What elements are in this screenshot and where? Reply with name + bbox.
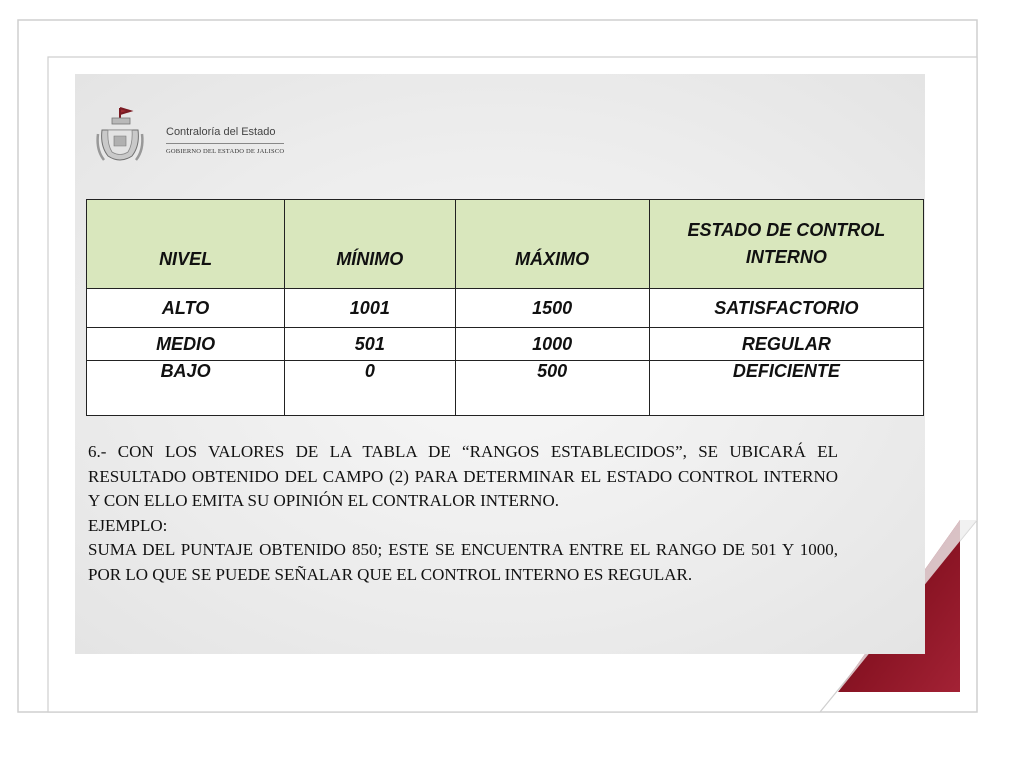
cell-maximo: 1000 — [455, 328, 649, 361]
cell-maximo: 500 — [455, 361, 649, 416]
example-paragraph: SUMA DEL PUNTAJE OBTENIDO 850; ESTE SE ENCUENTRA ENTRE EL RANGO DE 501 Y 1000, POR LO QUE SE PUEDE SEÑALAR QUE EL CONTROL INTERNO ES REGULAR. — [88, 540, 838, 584]
col-header-maximo: MÁXIMO — [455, 200, 649, 289]
col-header-minimo: MÍNIMO — [285, 200, 455, 289]
table-row — [87, 361, 924, 416]
table-row — [87, 328, 924, 361]
org-logo — [96, 106, 296, 166]
col-header-nivel: NIVEL — [87, 200, 285, 289]
ranges-table — [86, 199, 924, 416]
col-header-estado: ESTADO DE CONTROL INTERNO — [649, 200, 923, 289]
cell-minimo: 501 — [285, 328, 455, 361]
state-seal-icon — [96, 106, 156, 164]
instructions-text — [88, 440, 838, 587]
cell-estado: SATISFACTORIO — [649, 289, 923, 328]
cell-nivel: ALTO — [87, 289, 285, 328]
cell-nivel: BAJO — [87, 361, 285, 416]
table-row — [87, 289, 924, 328]
cell-minimo: 1001 — [285, 289, 455, 328]
instruction-paragraph: 6.- CON LOS VALORES DE LA TABLA DE “RANGOS ESTABLECIDOS”, SE UBICARÁ EL RESULTADO OBTENIDO DEL CAMPO (2) PARA DETERMINAR EL ESTADO CONTROL INTERNO Y CON ELLO EMITA SU OPINIÓN EL CONTRALOR INTERNO. — [88, 442, 838, 510]
example-label: EJEMPLO: — [88, 515, 168, 535]
cell-estado: REGULAR — [649, 328, 923, 361]
cell-maximo: 1500 — [455, 289, 649, 328]
cell-nivel: MEDIO — [87, 328, 285, 361]
cell-estado: DEFICIENTE — [649, 361, 923, 416]
org-name: Contraloría del Estado — [166, 126, 276, 138]
logo-divider — [166, 143, 284, 144]
org-subtitle: GOBIERNO DEL ESTADO DE JALISCO — [166, 148, 285, 155]
table-header-row — [87, 200, 924, 289]
cell-minimo: 0 — [285, 361, 455, 416]
